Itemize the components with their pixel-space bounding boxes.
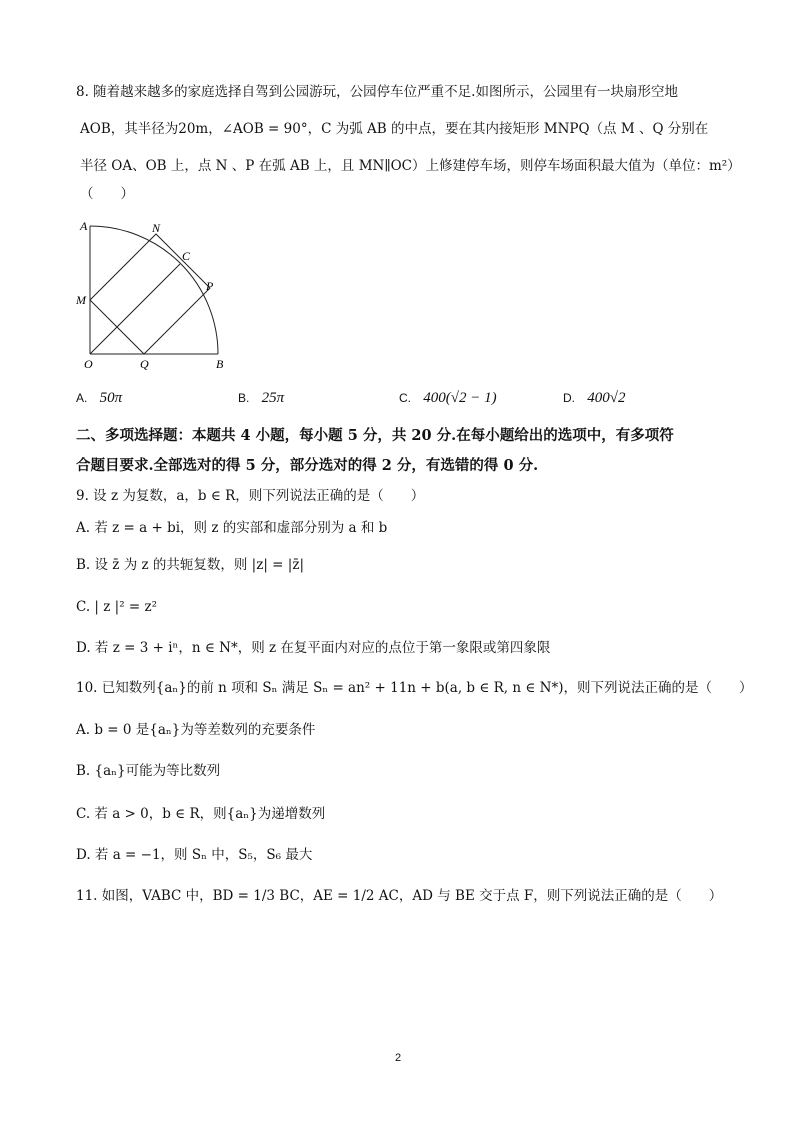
q8-option-d [563,390,626,407]
label-c: C [182,249,191,263]
option-text: 400√2 [587,390,626,406]
q8-line-2: AOB，其半径为20m，∠AOB = 90°，C 为弧 AB 的中点，要在其内接矩形 MNPQ（点 M 、Q 分别在 [80,121,709,137]
q8-line-4: （ ） [80,186,134,202]
q8-option-c [399,390,497,407]
option-label: A. [76,391,88,405]
option-label: C. [399,391,411,405]
q9-option-d: D. 若 z = 3 + iⁿ，n ∈ N*，则 z 在复平面内对应的点位于第一象限或第四象限 [76,640,551,656]
q9-option-c: C. | z |² = z² [76,599,158,615]
option-text: 25π [261,390,285,406]
q9-option-b: B. 设 z̄ 为 z 的共轭复数，则 |z| = |z̄| [76,557,304,573]
label-m: M [76,293,86,307]
label-a: A [80,219,88,233]
option-label: B. [238,391,250,405]
label-n: N [152,221,161,235]
page-number: 2 [395,1052,402,1064]
q8-line-3: 半径 OA、OB 上，点 N 、P 在弧 AB 上，且 MN∥OC）上修建停车场，则停车场面积最大值为（单位：m²） [80,158,741,174]
q9-stem: 9. 设 z 为复数，a，b ∈ R，则下列说法正确的是（ ） [76,488,425,504]
section-2-heading-line-1: 二、多项选择题：本题共 4 小题，每小题 5 分，共 20 分.在每小题给出的选项中，有多项符 [76,427,674,444]
label-o: O [84,357,93,371]
segment-oc [90,264,180,354]
q9-option-a: A. 若 z = a + bi，则 z 的实部和虚部分别为 a 和 b [76,520,388,536]
section-2-heading-line-2: 合题目要求.全部选对的得 5 分，部分选对的得 2 分，有选错的得 0 分. [76,457,539,474]
q8-option-b [238,390,284,407]
sector-diagram [72,214,242,376]
q10-option-a: A. b = 0 是{aₙ}为等差数列的充要条件 [76,722,316,738]
option-label: D. [563,391,575,405]
q10-option-c: C. 若 a > 0，b ∈ R，则{aₙ}为递增数列 [76,806,326,822]
q11-stem: 11. 如图，VABC 中，BD = 1/3 BC，AE = 1/2 AC，AD 与 BE 交于点 F，则下列说法正确的是（ ） [76,888,723,904]
q10-stem: 10. 已知数列{aₙ}的前 n 项和 Sₙ 满足 Sₙ = an² + 11n + b(a, b ∈ R, n ∈ N*)，则下列说法正确的是（ ） [76,680,753,696]
q8-line-1: 8. 随着越来越多的家庭选择自驾到公园游玩，公园停车位严重不足.如图所示，公园里有一块扇形空地 [76,84,678,100]
label-b: B [216,357,224,371]
option-text: 50π [99,390,123,406]
q10-option-d: D. 若 a = −1，则 Sₙ 中，S₅，S₆ 最大 [76,847,313,863]
option-text: 400(√2 − 1) [423,390,497,406]
q8-option-a [76,390,122,407]
q10-option-b: B. {aₙ}可能为等比数列 [76,763,221,779]
label-q: Q [140,357,149,371]
label-p: P [206,279,214,293]
